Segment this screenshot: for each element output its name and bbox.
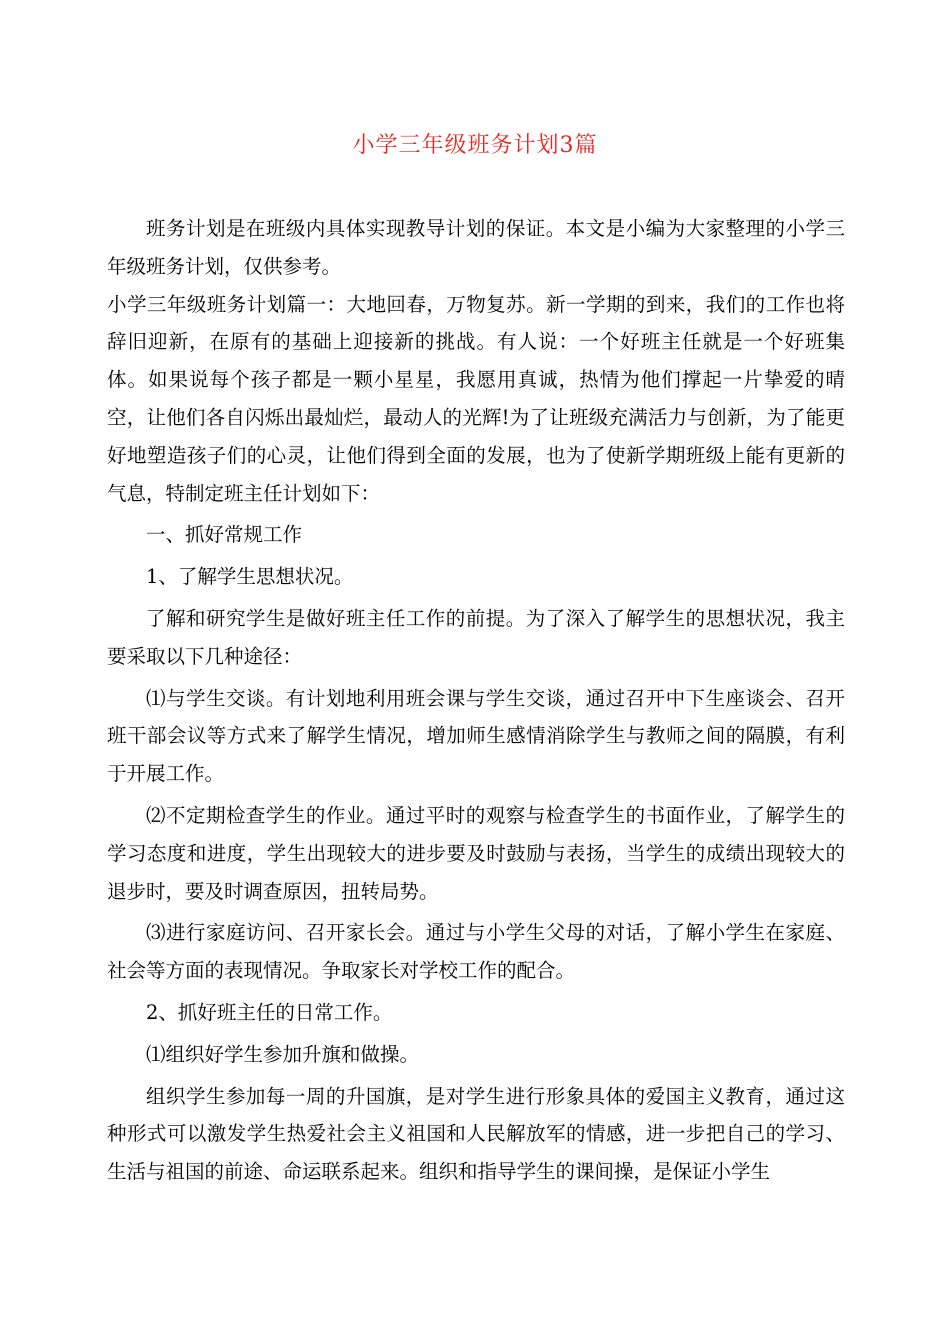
paragraph-check-homework: ⑵不定期检查学生的作业。通过平时的观察与检查学生的书面作业，了解学生的学习态度和进度，学生出现较大的进步要及时鼓励与表扬，当学生的成绩出现较大的退步时，要及时调查原因，扭转局势。: [107, 803, 845, 903]
heading-routine-work: 一、抓好常规工作: [146, 523, 303, 547]
paragraph-home-visits: ⑶进行家庭访问、召开家长会。通过与小学生父母的对话，了解小学生在家庭、社会等方面的表现情况。争取家长对学校工作的配合。: [107, 921, 845, 983]
paragraph-research-students: 了解和研究学生是做好班主任工作的前提。为了深入了解学生的思想状况，我主要采取以下几种途径：: [107, 606, 845, 668]
paragraph-flag-raising: 组织学生参加每一周的升国旗，是对学生进行形象具体的爱国主义教育，通过这种形式可以激发学生热爱社会主义祖国和人民解放军的情感，进一步把自己的学习、生活与祖国的前途、命运联系起来。组织和指导学生的课间操，是保证小学生: [107, 1084, 845, 1184]
document-body: [107, 210, 845, 1191]
paragraph-intro: 班务计划是在班级内具体实现教导计划的保证。本文是小编为大家整理的小学三年级班务计划，仅供参考。: [107, 217, 845, 278]
heading-understand-students: 1、了解学生思想状况。: [146, 565, 354, 589]
paragraph-talk-with-students: ⑴与学生交谈。有计划地利用班会课与学生交谈，通过召开中下生座谈会、召开班干部会议等方式来了解学生情况，增加师生感情消除学生与教师之间的隔膜，有利于开展工作。: [107, 686, 845, 786]
paragraph-plan-one: 小学三年级班务计划篇一：大地回春，万物复苏。新一学期的到来，我们的工作也将辞旧迎新，在原有的基础上迎接新的挑战。有人说：一个好班主任就是一个好班集体。如果说每个孩子都是一颗小星星，我愿用真诚，热情为他们撑起一片挚爱的晴空，让他们各自闪烁出最灿烂，最动人的光辉!为了让班级充满活力与创新，为了能更好地塑造孩子们的心灵，让他们得到全面的发展，也为了使新学期班级上能有更新的气息，特制定班主任计划如下：: [107, 292, 845, 505]
document-title: 小学三年级班务计划3篇: [352, 133, 598, 158]
heading-flag-raising: ⑴组织好学生参加升旗和做操。: [146, 1042, 420, 1066]
heading-daily-work: 2、抓好班主任的日常工作。: [146, 1000, 393, 1024]
